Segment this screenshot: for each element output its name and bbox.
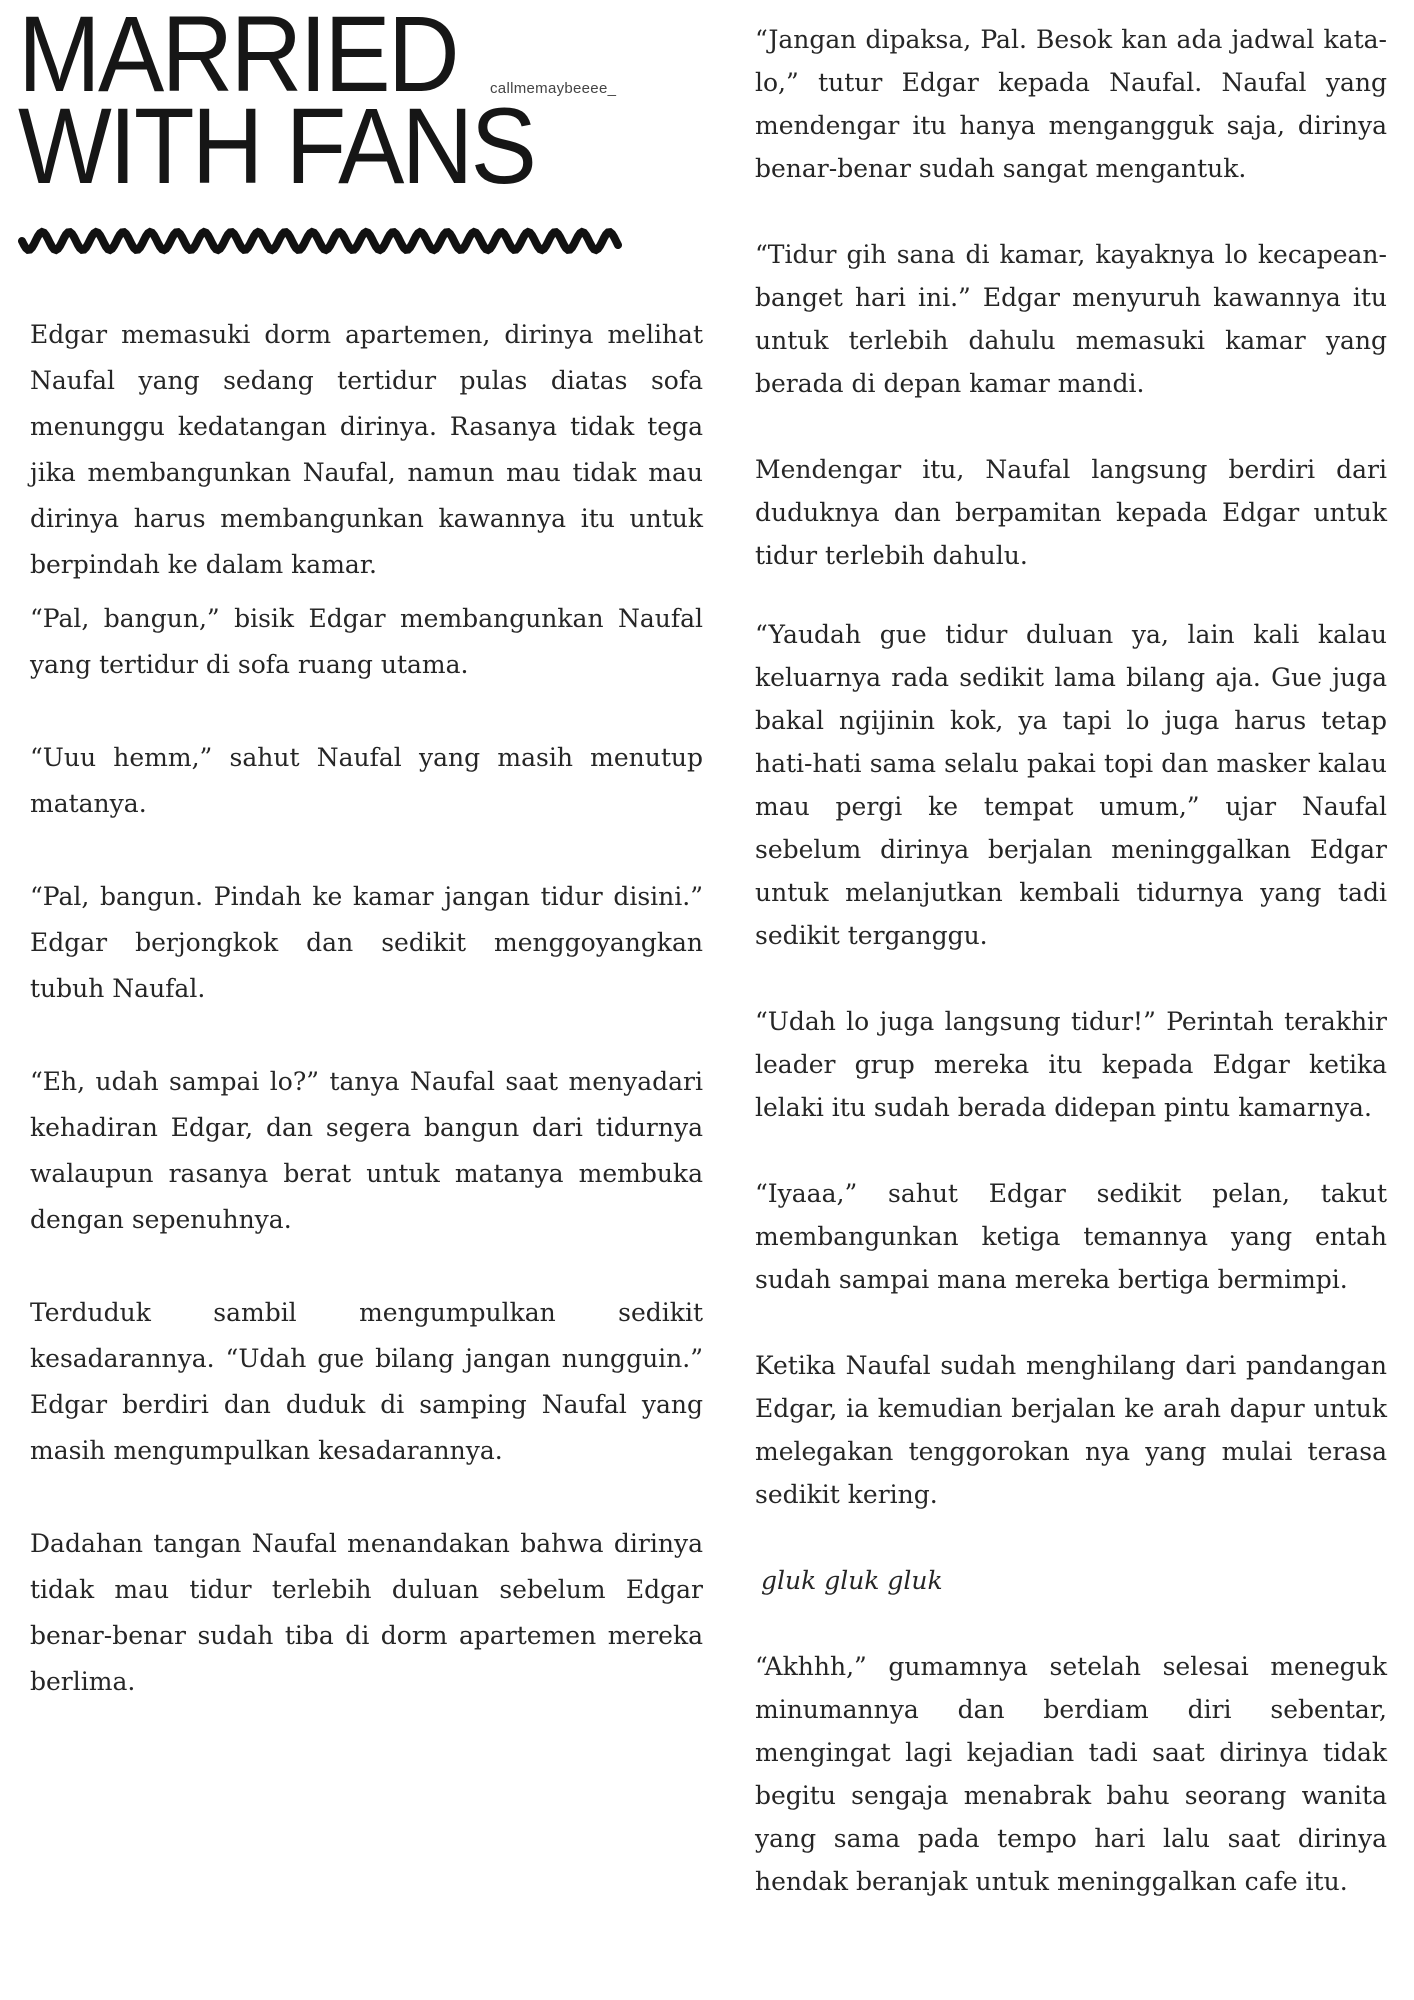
- author-handle: callmemaybeeee_: [490, 80, 617, 97]
- paragraph: Dadahan tangan Naufal menandakan bahwa dirinya tidak mau tidur terlebih duluan sebelum Edgar benar-benar sudah tiba di dorm apartemen mereka berlima.: [30, 1529, 703, 1696]
- paragraph: “Eh, udah sampai lo?” tanya Naufal saat menyadari kehadiran Edgar, dan segera bangun dari tidurnya walaupun rasanya berat untuk matanya membuka dengan sepenuhnya.: [30, 1067, 703, 1234]
- paragraph: “Uuu hemm,” sahut Naufal yang masih menutup matanya.: [30, 743, 703, 818]
- title-line-2: WITH FANS: [18, 85, 535, 206]
- paragraph: “Iyaaa,” sahut Edgar sedikit pelan, takut membangunkan ketiga temannya yang entah sudah sampai mana mereka bertiga bermimpi.: [755, 1179, 1387, 1294]
- right-column: [755, 18, 1387, 1903]
- left-column: [30, 312, 703, 1705]
- paragraph: “Akhhh,” gumamnya setelah selesai meneguk minumannya dan berdiam diri sebentar, mengingat lagi kejadian tadi saat dirinya tidak begitu sengaja menabrak bahu seorang wanita yang sama pada tempo hari lalu saat dirinya hendak beranjak untuk meninggalkan cafe itu.: [755, 1652, 1387, 1896]
- paragraph: “Pal, bangun,” bisik Edgar membangunkan Naufal yang tertidur di sofa ruang utama.: [30, 604, 703, 679]
- paragraph: “Jangan dipaksa, Pal. Besok kan ada jadwal kata-lo,” tutur Edgar kepada Naufal. Naufal yang mendengar itu hanya mengangguk saja, dirinya benar-benar sudah sangat mengantuk.: [755, 25, 1387, 183]
- wave-divider: [18, 224, 624, 258]
- sound-effect: gluk gluk gluk: [761, 1566, 943, 1595]
- paragraph: “Yaudah gue tidur duluan ya, lain kali kalau keluarnya rada sedikit lama bilang aja. Gue juga bakal ngijinin kok, ya tapi lo juga harus tetap hati-hati sama selalu pakai topi dan masker kalau mau pergi ke tempat umum,” ujar Naufal sebelum dirinya berjalan meninggalkan Edgar untuk melanjutkan kembali tidurnya yang tadi sedikit terganggu.: [755, 620, 1387, 950]
- paragraph: “Pal, bangun. Pindah ke kamar jangan tidur disini.” Edgar berjongkok dan sedikit menggoyangkan tubuh Naufal.: [30, 882, 703, 1003]
- title-line-1: MARRIED: [18, 0, 457, 114]
- paragraph: “Tidur gih sana di kamar, kayaknya lo kecapean-banget hari ini.” Edgar menyuruh kawannya itu untuk terlebih dahulu memasuki kamar yang berada di depan kamar mandi.: [755, 240, 1387, 398]
- paragraph: “Udah lo juga langsung tidur!” Perintah terakhir leader grup mereka itu kepada Edgar ketika lelaki itu sudah berada didepan pintu kamarnya.: [755, 1007, 1387, 1122]
- paragraph: Terduduk sambil mengumpulkan sedikit kesadarannya. “Udah gue bilang jangan nungguin.” Edgar berdiri dan duduk di samping Naufal yang masih mengumpulkan kesadarannya.: [30, 1298, 703, 1465]
- paragraph: Ketika Naufal sudah menghilang dari pandangan Edgar, ia kemudian berjalan ke arah dapur untuk melegakan tenggorokan nya yang mulai terasa sedikit kering.: [755, 1351, 1387, 1509]
- story-title: [18, 0, 535, 206]
- paragraph: Mendengar itu, Naufal langsung berdiri dari duduknya dan berpamitan kepada Edgar untuk tidur terlebih dahulu.: [755, 455, 1387, 570]
- paragraph: Edgar memasuki dorm apartemen, dirinya melihat Naufal yang sedang tertidur pulas diatas sofa menunggu kedatangan dirinya. Rasanya tidak tega jika membangunkan Naufal, namun mau tidak mau dirinya harus membangunkan kawannya itu untuk berpindah ke dalam kamar.: [30, 320, 703, 579]
